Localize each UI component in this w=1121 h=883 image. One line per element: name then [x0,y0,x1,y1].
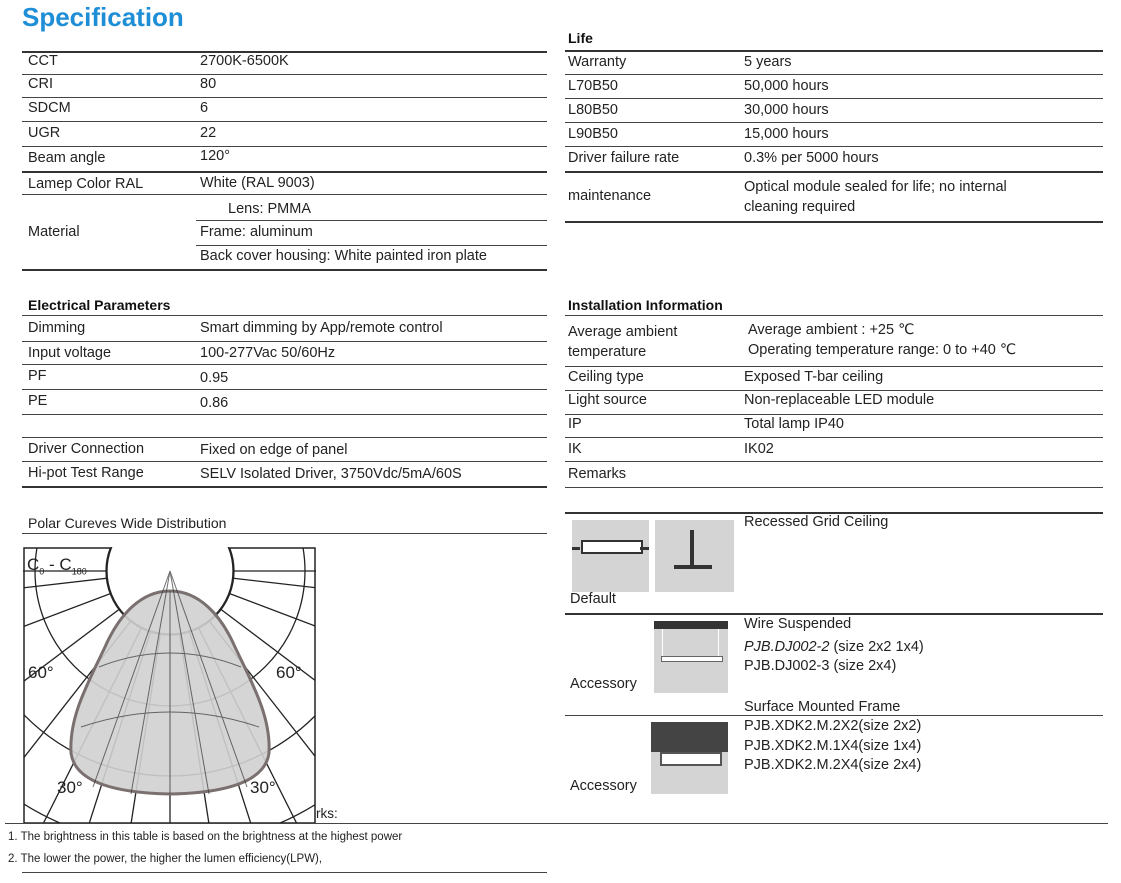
material-value: Back cover housing: White painted iron plate [200,248,487,264]
recessed-image-a [572,520,649,592]
life-value: 5 years [744,54,792,70]
life-label: Driver failure rate [568,150,680,166]
installation-heading: Installation Information [568,297,723,313]
wire-suspended-title: Wire Suspended [744,616,852,632]
note-1: 1. The brightness in this table is based on the brightness at the highest power [8,831,403,843]
spec-value: 80 [200,76,217,92]
installation-label: Light source [568,392,647,408]
polar-diagram [23,547,316,824]
installation-label: Average ambient [568,324,678,340]
page-title: Specification [22,2,184,32]
angle-label: 60° [276,663,302,682]
spec-value: 120° [200,148,230,164]
maintenance-label: maintenance [568,188,652,204]
life-heading: Life [568,30,593,46]
maintenance-value: cleaning required [744,199,856,215]
spec-value: 2700K-6500K [200,53,289,69]
surface-frame-title: Surface Mounted Frame [744,699,901,715]
polar-label-c0-c180: $C_0 - C_{180}$ [27,555,87,577]
installation-label: IK [568,441,582,457]
surface-frame-item: PJB.XDK2.M.2X2(size 2x2) [744,718,922,734]
life-value: 30,000 hours [744,102,829,118]
electrical-value: 0.95 [200,370,229,386]
electrical-value: SELV Isolated Driver, 3750Vdc/5mA/60S [200,466,462,482]
spec-label: CRI [28,76,53,92]
installation-value: IK02 [744,441,774,457]
angle-label: 60° [28,663,54,682]
installation-label: IP [568,416,582,432]
maintenance-value: Optical module sealed for life; no internal [744,179,1007,195]
accessory-label: Accessory [570,778,637,794]
surface-frame-image [651,722,728,794]
wire-suspended-item: PJB.DJ002-2 (size 2x2 1x4) [744,639,924,655]
spec-label: Beam angle [28,150,106,166]
electrical-value: Smart dimming by App/remote control [200,320,443,336]
life-label: L70B50 [568,78,618,94]
installation-value: Exposed T-bar ceiling [744,369,884,385]
remarks-fragment: rks: [316,806,338,821]
spec-value: White (RAL 9003) [200,175,315,191]
life-label: L80B50 [568,102,618,118]
life-label: Warranty [568,54,627,70]
life-value: 50,000 hours [744,78,829,94]
electrical-label: PE [28,393,48,409]
installation-label: temperature [568,344,647,360]
spec-label: SDCM [28,100,71,116]
spec-value: 6 [200,100,209,116]
recessed-title: Recessed Grid Ceiling [744,514,889,530]
angle-label: 30° [250,778,276,797]
installation-value: Total lamp IP40 [744,416,844,432]
installation-value: Average ambient : +25 ℃ [748,322,915,338]
spec-label: Lamep Color RAL [28,176,144,192]
recessed-image-b [655,520,734,592]
material-value: Frame: aluminum [200,224,313,240]
electrical-value: 100-277Vac 50/60Hz [200,345,336,361]
electrical-heading: Electrical Parameters [28,297,171,313]
electrical-label: Dimming [28,320,86,336]
electrical-label: Driver Connection [28,441,145,457]
accessory-label: Accessory [570,676,637,692]
installation-label: Ceiling type [568,369,644,385]
electrical-value: 0.86 [200,395,229,411]
installation-value: Operating temperature range: 0 to +40 ℃ [748,342,1017,358]
electrical-label: Input voltage [28,345,112,361]
electrical-label: Hi-pot Test Range [28,465,144,481]
remarks-label: Remarks [568,466,627,482]
material-value: Lens: PMMA [228,201,311,217]
spec-label: UGR [28,125,61,141]
electrical-label: PF [28,368,47,384]
note-2: 2. The lower the power, the higher the lumen efficiency(LPW), [8,853,323,865]
spec-label: CCT [28,53,58,69]
life-value: 0.3% per 5000 hours [744,150,879,166]
polar-heading: Polar Cureves Wide Distribution [28,515,227,531]
life-label: L90B50 [568,126,618,142]
wire-suspended-image [654,621,728,693]
spec-value: 22 [200,125,217,141]
default-label: Default [570,591,616,607]
installation-value: Non-replaceable LED module [744,392,935,408]
electrical-value: Fixed on edge of panel [200,442,348,458]
surface-frame-item: PJB.XDK2.M.1X4(size 1x4) [744,738,922,754]
angle-label: 30° [57,778,83,797]
material-label: Material [28,224,80,240]
surface-frame-item: PJB.XDK2.M.2X4(size 2x4) [744,757,922,773]
life-value: 15,000 hours [744,126,829,142]
wire-suspended-item: PJB.DJ002-3 (size 2x4) [744,658,897,674]
